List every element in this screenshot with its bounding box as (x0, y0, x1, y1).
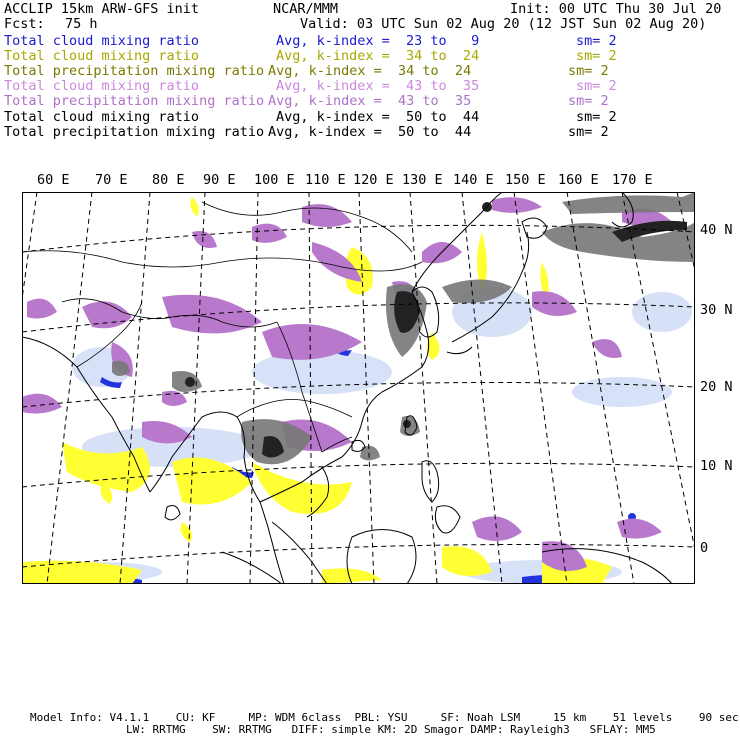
lon-label: 60 E (37, 172, 70, 188)
lat-label: 10 N (700, 458, 733, 474)
forecast-map (22, 192, 695, 584)
lat-label: 40 N (700, 222, 733, 238)
field-sm: sm= 2 (568, 63, 609, 79)
lon-label: 170 E (612, 172, 653, 188)
center-title: NCAR/MMM (273, 1, 339, 17)
field-avg: Avg, k-index = 43 to 35 (276, 78, 480, 94)
field-sm: sm= 2 (568, 124, 609, 140)
field-name: Total cloud mixing ratio (4, 48, 200, 64)
field-name: Total cloud mixing ratio (4, 78, 200, 94)
lat-label: 0 (700, 540, 709, 556)
field-name: Total precipitation mixing ratio (4, 124, 265, 140)
field-name: Total precipitation mixing ratio (4, 93, 265, 109)
lon-label: 120 E (353, 172, 394, 188)
model-title: ACCLIP 15km ARW-GFS init (4, 1, 200, 17)
lon-label: 130 E (402, 172, 443, 188)
field-avg: Avg, k-index = 50 to 44 (276, 109, 480, 125)
field-avg: Avg, k-index = 34 to 24 (268, 63, 472, 79)
field-avg: Avg, k-index = 50 to 44 (268, 124, 472, 140)
lon-label: 100 E (254, 172, 295, 188)
field-sm: sm= 2 (576, 109, 617, 125)
lon-label: 150 E (505, 172, 546, 188)
field-sm: sm= 2 (576, 48, 617, 64)
field-avg: Avg, k-index = 34 to 24 (276, 48, 480, 64)
valid-time: Valid: 03 UTC Sun 02 Aug 20 (12 JST Sun 02 Aug 20) (300, 16, 707, 32)
lon-label: 70 E (95, 172, 128, 188)
field-avg: Avg, k-index = 43 to 35 (268, 93, 472, 109)
init-time: Init: 00 UTC Thu 30 Jul 20 (510, 1, 722, 17)
lat-label: 30 N (700, 302, 733, 318)
lon-label: 80 E (152, 172, 185, 188)
field-sm: sm= 2 (568, 93, 609, 109)
field-avg: Avg, k-index = 23 to 9 (276, 33, 480, 49)
model-physics: LW: RRTMG SW: RRTMG DIFF: simple KM: 2D Smagor DAMP: Rayleigh3 SFLAY: MM5 (126, 723, 656, 736)
lat-label: 20 N (700, 379, 733, 395)
forecast-hours: 75 h (65, 16, 98, 32)
model-info: Model Info: V4.1.1 CU: KF MP: WDM 6class PBL: YSU SF: Noah LSM 15 km 51 levels 90 sec (30, 711, 739, 724)
field-name: Total cloud mixing ratio (4, 109, 200, 125)
lon-label: 90 E (203, 172, 236, 188)
field-name: Total cloud mixing ratio (4, 33, 200, 49)
field-name: Total precipitation mixing ratio (4, 63, 265, 79)
field-sm: sm= 2 (576, 33, 617, 49)
lon-label: 110 E (305, 172, 346, 188)
field-sm: sm= 2 (576, 78, 617, 94)
forecast-label: Fcst: (4, 16, 45, 32)
lon-label: 160 E (558, 172, 599, 188)
lon-label: 140 E (453, 172, 494, 188)
